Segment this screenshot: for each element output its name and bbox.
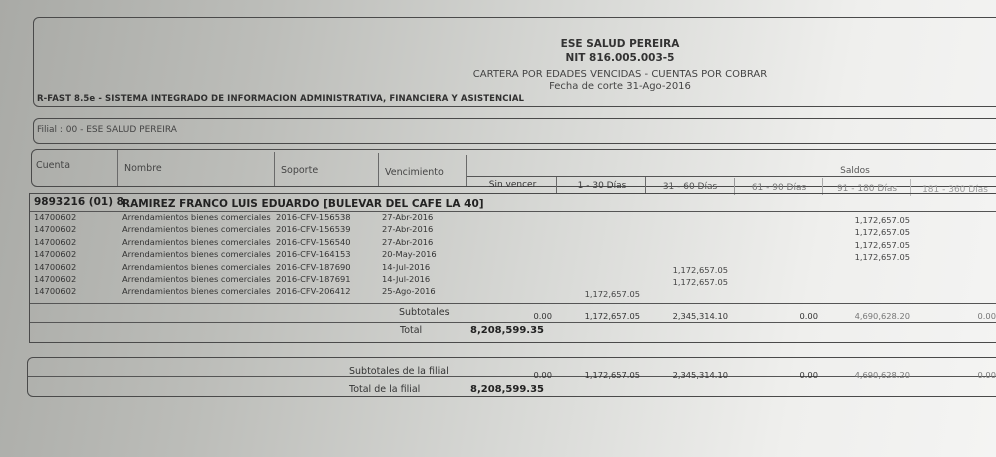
col-vencimiento: Vencimiento <box>385 167 444 178</box>
vencimiento-cell: 25-Ago-2016 <box>382 286 436 297</box>
col-saldos: Saldos <box>840 166 870 176</box>
filial-subtotals-label: Subtotales de la filial <box>349 366 449 377</box>
table-row <box>34 237 964 249</box>
subtotal-value: 2,345,314.10 <box>672 370 728 380</box>
soporte-cell: 2016-CFV-156540 <box>276 236 351 247</box>
soporte-cell: 2016-CFV-187691 <box>276 274 351 284</box>
nombre-cell: Arrendamientos bienes comerciales <box>122 261 271 272</box>
vencimiento-cell: 14-Jul-2016 <box>382 261 431 272</box>
col-61-90: 61 - 90 Días <box>751 183 807 193</box>
cuenta-cell: 14700602 <box>34 212 77 222</box>
soporte-cell: 2016-CFV-206412 <box>276 286 351 297</box>
table-row <box>34 274 964 286</box>
saldo-value: 1,172,657.05 <box>854 239 910 250</box>
client-total-label: Total <box>400 325 423 336</box>
col-divider <box>645 177 646 194</box>
cuenta-cell: 14700602 <box>34 286 77 297</box>
vencimiento-cell: 27-Abr-2016 <box>382 212 434 222</box>
col-91-180: 91 - 180 Días <box>836 184 898 194</box>
subtotal-value: 0.00 <box>977 370 996 380</box>
cutoff-date: Fecha de corte 31-Ago-2016 <box>549 81 691 92</box>
col-cuenta: Cuenta <box>36 160 71 171</box>
table-row <box>34 249 964 261</box>
soporte-cell: 2016-CFV-156539 <box>276 224 351 235</box>
entity-nit: NIT 816.005.003-5 <box>565 52 675 64</box>
cuenta-cell: 14700602 <box>34 274 77 284</box>
cuenta-cell: 14700602 <box>34 236 77 247</box>
nombre-cell: Arrendamientos bienes comerciales <box>122 236 271 247</box>
col-1-30: 1 - 30 Días <box>577 181 627 191</box>
filial-total-value: 8,208,599.35 <box>470 384 545 395</box>
table-row <box>34 212 964 224</box>
saldo-value: 1,172,657.05 <box>672 277 728 287</box>
cuenta-cell: 14700602 <box>34 249 77 260</box>
subtotal-value: 4,690,628.20 <box>854 311 910 321</box>
client-name: RAMIREZ FRANCO LUIS EDUARDO [BULEVAR DEL CAFE LA 40] <box>122 198 484 210</box>
subtotal-value: 0.00 <box>799 370 818 380</box>
subtotal-value: 0.00 <box>977 311 996 321</box>
cuenta-cell: 14700602 <box>34 224 77 235</box>
client-total-value: 8,208,599.35 <box>470 325 545 336</box>
col-divider <box>556 177 557 194</box>
filial-label: Filial : 00 - ESE SALUD PEREIRA <box>37 125 177 135</box>
soporte-cell: 2016-CFV-187690 <box>276 261 351 272</box>
saldo-value: 1,172,657.05 <box>854 227 910 238</box>
subtotal-value: 0.00 <box>533 370 552 380</box>
col-divider <box>274 152 275 186</box>
client-id: 9893216 (01) 8 <box>34 196 124 208</box>
soporte-cell: 2016-CFV-156538 <box>276 212 351 222</box>
vencimiento-cell: 14-Jul-2016 <box>382 274 431 284</box>
col-divider <box>117 150 118 186</box>
subtotal-value: 1,172,657.05 <box>584 370 640 380</box>
subtotal-divider <box>30 303 996 304</box>
col-sin-vencer: Sin vencer <box>488 180 537 190</box>
saldo-value: 1,172,657.05 <box>854 252 910 263</box>
subtotal-value: 4,690,628.20 <box>854 370 910 380</box>
cuenta-cell: 14700602 <box>34 261 77 272</box>
nombre-cell: Arrendamientos bienes comerciales <box>122 212 271 222</box>
saldo-value: 1,172,657.05 <box>584 289 640 300</box>
nombre-cell: Arrendamientos bienes comerciales <box>122 224 271 235</box>
subtotal-value: 1,172,657.05 <box>584 311 640 321</box>
table-row <box>34 262 964 274</box>
filial-total-divider <box>28 376 996 377</box>
col-soporte: Soporte <box>281 165 319 176</box>
col-31-60: 31 - 60 Días <box>662 182 718 192</box>
col-divider <box>378 153 379 186</box>
vencimiento-cell: 27-Abr-2016 <box>382 224 434 235</box>
col-181-360: 181 - 360 Días <box>922 185 988 195</box>
filial-box <box>33 118 996 144</box>
nombre-cell: Arrendamientos bienes comerciales <box>122 286 271 297</box>
saldo-value: 1,172,657.05 <box>672 264 728 275</box>
col-nombre: Nombre <box>124 163 162 174</box>
subtotal-value: 2,345,314.10 <box>672 311 728 321</box>
system-name: R-FAST 8.5e - SISTEMA INTEGRADO DE INFORMACION ADMINISTRATIVA, FINANCIERA Y ASISTENCIAL <box>37 94 525 104</box>
table-row <box>34 286 964 298</box>
soporte-cell: 2016-CFV-164153 <box>276 249 351 260</box>
entity-name: ESE SALUD PEREIRA <box>560 38 680 50</box>
table-row <box>34 224 964 236</box>
subtotal-value: 0.00 <box>533 311 552 321</box>
report-title: CARTERA POR EDADES VENCIDAS - CUENTAS POR COBRAR <box>472 69 768 80</box>
subtotal-value: 0.00 <box>799 311 818 321</box>
total-divider <box>30 322 996 323</box>
client-subtotals-label: Subtotales <box>399 307 450 318</box>
filial-total-label: Total de la filial <box>349 384 421 395</box>
vencimiento-cell: 20-May-2016 <box>382 249 437 260</box>
nombre-cell: Arrendamientos bienes comerciales <box>122 249 271 260</box>
vencimiento-cell: 27-Abr-2016 <box>382 236 434 247</box>
nombre-cell: Arrendamientos bienes comerciales <box>122 274 271 284</box>
saldo-value: 1,172,657.05 <box>854 215 910 225</box>
